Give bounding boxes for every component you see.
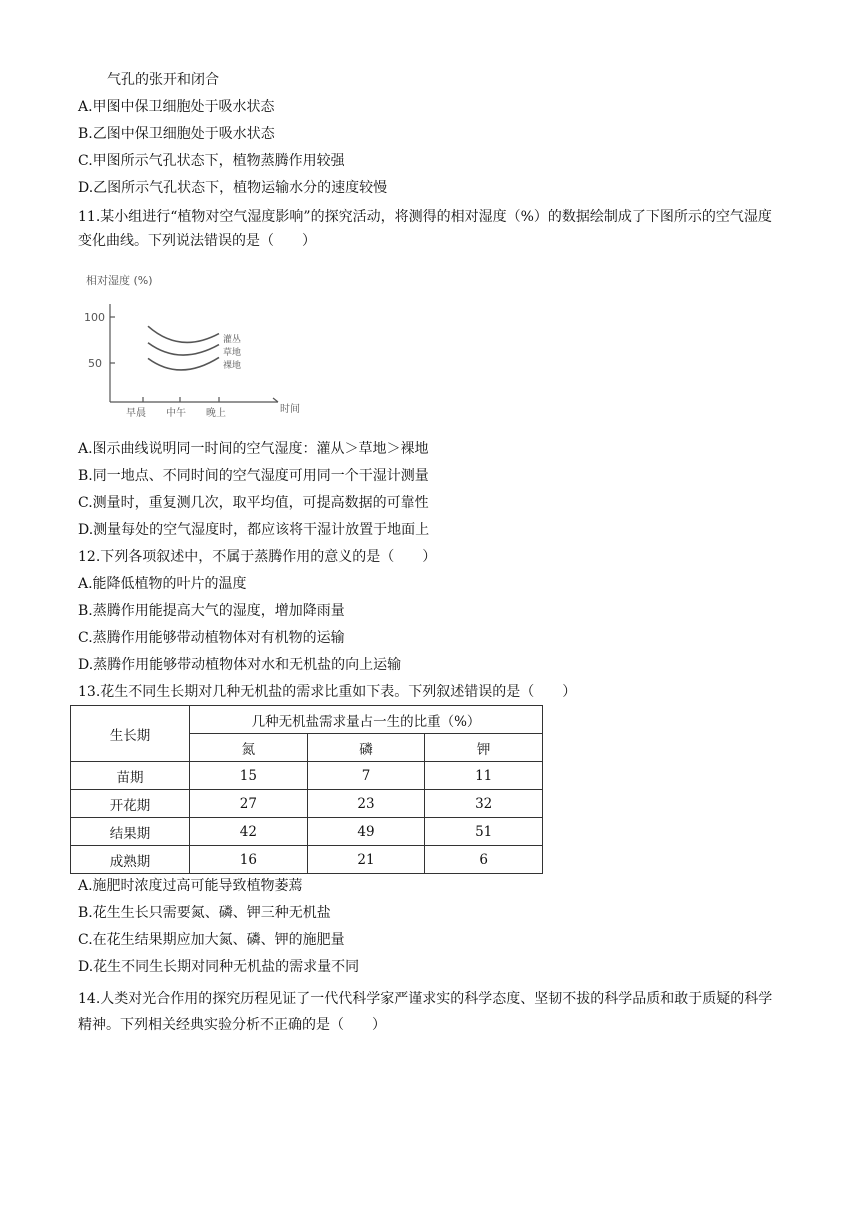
option-d: D.乙图所示气孔状态下，植物运输水分的速度较慢 bbox=[78, 180, 388, 196]
table-col-header: 磷 bbox=[307, 734, 425, 762]
table-cell: 23 bbox=[307, 790, 425, 818]
table-cell: 21 bbox=[307, 846, 425, 874]
y-tick-label: 50 bbox=[88, 357, 102, 370]
table-cell: 16 bbox=[190, 846, 308, 874]
option-a: A.施肥时浓度过高可能导致植物萎蔫 bbox=[78, 878, 303, 894]
table-cell: 49 bbox=[307, 818, 425, 846]
question-14: 14.人类对光合作用的探究历程见证了一代代科学家严谨求实的科学态度、坚韧不拔的科学品质和敢于质疑的科学精神。下列相关经典实验分析不正确的是（ ） bbox=[78, 991, 773, 1033]
option-d: D.蒸腾作用能够带动植物体对水和无机盐的向上运输 bbox=[78, 657, 402, 673]
series-line-1 bbox=[148, 343, 219, 355]
table-cell: 6 bbox=[425, 846, 543, 874]
question-12: 12.下列各项叙述中，不属于蒸腾作用的意义的是（ ） bbox=[78, 549, 437, 565]
table-row bbox=[71, 762, 543, 790]
option-b: B.乙图中保卫细胞处于吸水状态 bbox=[78, 126, 275, 142]
table-cell: 15 bbox=[190, 762, 308, 790]
mineral-table bbox=[70, 705, 543, 874]
option-b: B.花生生长只需要氮、磷、钾三种无机盐 bbox=[78, 905, 331, 921]
series-line-2 bbox=[148, 357, 219, 370]
option-c: C.甲图所示气孔状态下，植物蒸腾作用较强 bbox=[78, 153, 345, 169]
series-label: 灌丛 bbox=[223, 335, 242, 345]
table-col-header: 钾 bbox=[425, 734, 543, 762]
option-c: C.测量时，重复测几次，取平均值，可提高数据的可靠性 bbox=[78, 495, 429, 511]
table-cell: 51 bbox=[425, 818, 543, 846]
option-a: A.能降低植物的叶片的温度 bbox=[78, 576, 247, 592]
question-11: 11.某小组进行“植物对空气湿度影响”的探究活动，将测得的相对湿度（%）的数据绘制成了下图所示的空气湿度变化曲线。下列说法错误的是（ ） bbox=[78, 209, 772, 249]
table-cell: 开花期 bbox=[71, 790, 190, 818]
humidity-chart bbox=[78, 262, 318, 422]
option-a: A.甲图中保卫细胞处于吸水状态 bbox=[78, 99, 275, 115]
option-c: C.蒸腾作用能够带动植物体对有机物的运输 bbox=[78, 630, 345, 646]
table-cell: 11 bbox=[425, 762, 543, 790]
option-b: B.蒸腾作用能提高大气的湿度，增加降雨量 bbox=[78, 603, 345, 619]
table-row bbox=[71, 790, 543, 818]
series-label: 草地 bbox=[223, 348, 242, 358]
table-header-group: 几种无机盐需求量占一生的比重（%） bbox=[190, 706, 543, 734]
table-col-header: 氮 bbox=[190, 734, 308, 762]
x-axis-label: 时间 bbox=[280, 404, 300, 415]
option-a: A.图示曲线说明同一时间的空气湿度：灌从＞草地＞裸地 bbox=[78, 441, 429, 457]
table-header-stage: 生长期 bbox=[71, 706, 190, 762]
table-cell: 苗期 bbox=[71, 762, 190, 790]
option-b: B.同一地点、不同时间的空气湿度可用同一个干湿计测量 bbox=[78, 468, 429, 484]
option-d: D.测量每处的空气湿度时，都应该将干湿计放置于地面上 bbox=[78, 522, 430, 538]
table-cell: 32 bbox=[425, 790, 543, 818]
y-axis-label: 相对湿度 (%) bbox=[86, 274, 153, 287]
table-cell: 结果期 bbox=[71, 818, 190, 846]
table-cell: 27 bbox=[190, 790, 308, 818]
table-row bbox=[71, 846, 543, 874]
table-cell: 成熟期 bbox=[71, 846, 190, 874]
text-line: 气孔的张开和闭合 bbox=[107, 72, 219, 88]
table-row bbox=[71, 818, 543, 846]
table-cell: 42 bbox=[190, 818, 308, 846]
question-13: 13.花生不同生长期对几种无机盐的需求比重如下表。下列叙述错误的是（ ） bbox=[78, 684, 577, 700]
table-cell: 7 bbox=[307, 762, 425, 790]
series-label: 裸地 bbox=[223, 361, 242, 371]
x-tick-label: 晚上 bbox=[206, 408, 226, 419]
x-tick-label: 早晨 bbox=[126, 408, 146, 419]
series-line-0 bbox=[148, 326, 219, 342]
option-d: D.花生不同生长期对同种无机盐的需求量不同 bbox=[78, 959, 360, 975]
option-c: C.在花生结果期应加大氮、磷、钾的施肥量 bbox=[78, 932, 345, 948]
x-tick-label: 中午 bbox=[166, 408, 186, 419]
y-tick-label: 100 bbox=[84, 311, 105, 324]
